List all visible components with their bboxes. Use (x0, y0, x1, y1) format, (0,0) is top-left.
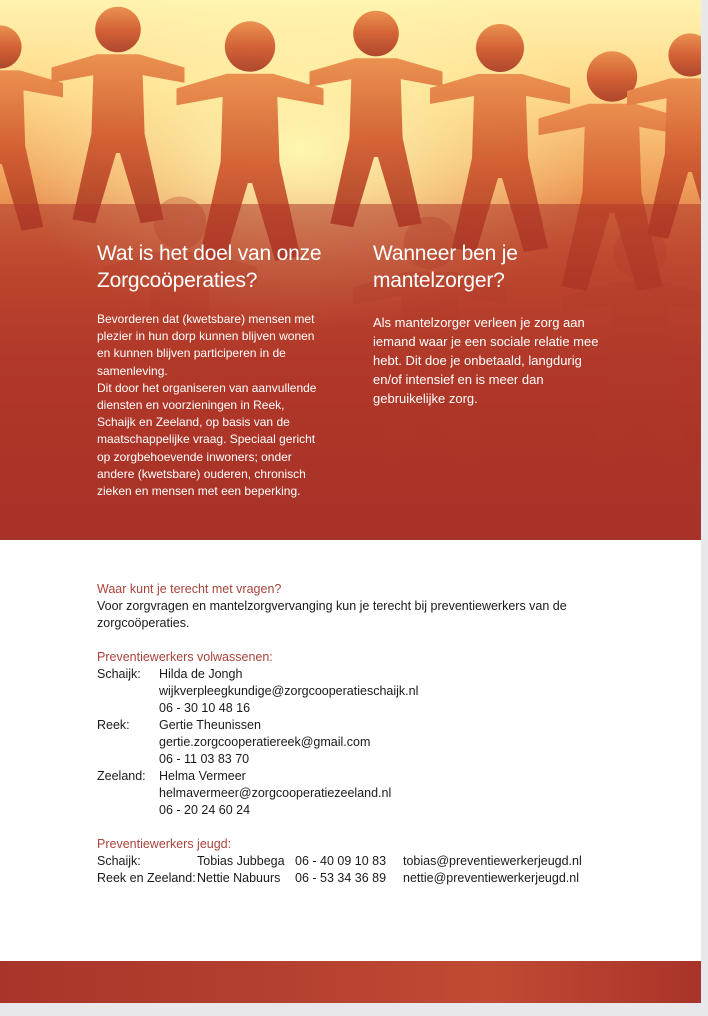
contact-place: Reek en Zeeland: (97, 871, 196, 885)
contact-phone: 06 - 53 34 36 89 (295, 871, 387, 885)
contact-place: Schaijk: (97, 667, 141, 681)
youth-contact-reek-zeeland (97, 870, 657, 887)
contact-email[interactable]: nettie@preventiewerkerjeugd.nl (403, 871, 579, 885)
goal-heading-line1: Wat is het doel van onze (97, 242, 322, 265)
contact-phone: 06 - 40 09 10 83 (295, 854, 387, 868)
adult-contact-reek (97, 717, 657, 768)
contact-section (97, 581, 657, 887)
contact-place: Zeeland: (97, 769, 146, 783)
goal-body-line: en kunnen blijven participeren in de (97, 346, 286, 361)
adult-contact-schaijk (97, 666, 657, 717)
contact-email[interactable]: gertie.zorgcooperatiereek@gmail.com (159, 735, 371, 749)
questions-body-line1: Voor zorgvragen en mantelzorgvervanging kun je terecht bij preventiewerkers van de (97, 599, 567, 613)
goal-body-line: Schaijk en Zeeland, op basis van de (97, 415, 290, 430)
contact-name: Helma Vermeer (159, 769, 246, 783)
contact-phone: 06 - 20 24 60 24 (159, 803, 251, 817)
goal-body-line: samenleving. (97, 363, 168, 378)
goal-body-line: diensten en voorzieningen in Reek, (97, 398, 285, 413)
footer-color-bar (0, 961, 701, 1003)
goal-body-line: plezier in hun dorp kunnen blijven wonen (97, 329, 315, 344)
caregiver-body (373, 313, 623, 408)
caregiver-heading (373, 240, 623, 294)
youth-title: Preventiewerkers jeugd: (97, 837, 232, 851)
contact-name: Hilda de Jongh (159, 667, 243, 681)
goal-body-line: andere (kwetsbare) ouderen, chronisch (97, 466, 306, 481)
questions-title: Waar kunt je terecht met vragen? (97, 582, 282, 596)
caregiver-body-line: Als mantelzorger verleen je zorg aan (373, 315, 585, 330)
adult-contact-zeeland (97, 768, 657, 819)
goal-heading-line2: Zorgcoöperaties? (97, 269, 258, 292)
contact-name: Nettie Nabuurs (197, 871, 281, 885)
contact-place: Schaijk: (97, 854, 141, 868)
goal-body-line: op zorgbehoevende inwoners; onder (97, 449, 292, 464)
caregiver-body-line: iemand waar je een sociale relatie mee (373, 334, 599, 349)
goal-body-line: maatschappelijke vraag. Speciaal gericht (97, 432, 316, 447)
contact-phone: 06 - 30 10 48 16 (159, 701, 251, 715)
caregiver-column (373, 240, 623, 408)
goal-body-line: Bevorderen dat (kwetsbare) mensen met (97, 312, 315, 326)
caregiver-body-line: gebruikelijke zorg. (373, 391, 478, 406)
contact-name: Tobias Jubbega (197, 854, 285, 868)
contact-phone: 06 - 11 03 83 70 (159, 752, 250, 766)
contact-name: Gertie Theunissen (159, 718, 261, 732)
contact-email[interactable]: helmavermeer@zorgcooperatiezeeland.nl (159, 786, 392, 800)
caregiver-heading-line2: mantelzorger? (373, 269, 505, 292)
goal-body-line: zieken en mensen met een beperking. (97, 484, 301, 499)
contact-email[interactable]: tobias@preventiewerkerjeugd.nl (403, 854, 582, 868)
caregiver-body-line: hebt. Dit doe je onbetaald, langdurig (373, 353, 582, 368)
goal-column (97, 240, 337, 500)
youth-contact-schaijk (97, 853, 657, 870)
adults-title: Preventiewerkers volwassenen: (97, 650, 273, 664)
goal-body-line: Dit door het organiseren van aanvullende (97, 380, 317, 395)
caregiver-heading-line1: Wanneer ben je (373, 242, 518, 265)
questions-body-line2: zorgcoöperaties. (97, 616, 190, 630)
contact-place: Reek: (97, 718, 130, 732)
contact-email[interactable]: wijkverpleegkundige@zorgcooperatieschaijk.nl (159, 684, 419, 698)
caregiver-body-line: en/of intensief en is meer dan (373, 372, 544, 387)
goal-heading (97, 240, 337, 294)
goal-body (97, 311, 337, 500)
